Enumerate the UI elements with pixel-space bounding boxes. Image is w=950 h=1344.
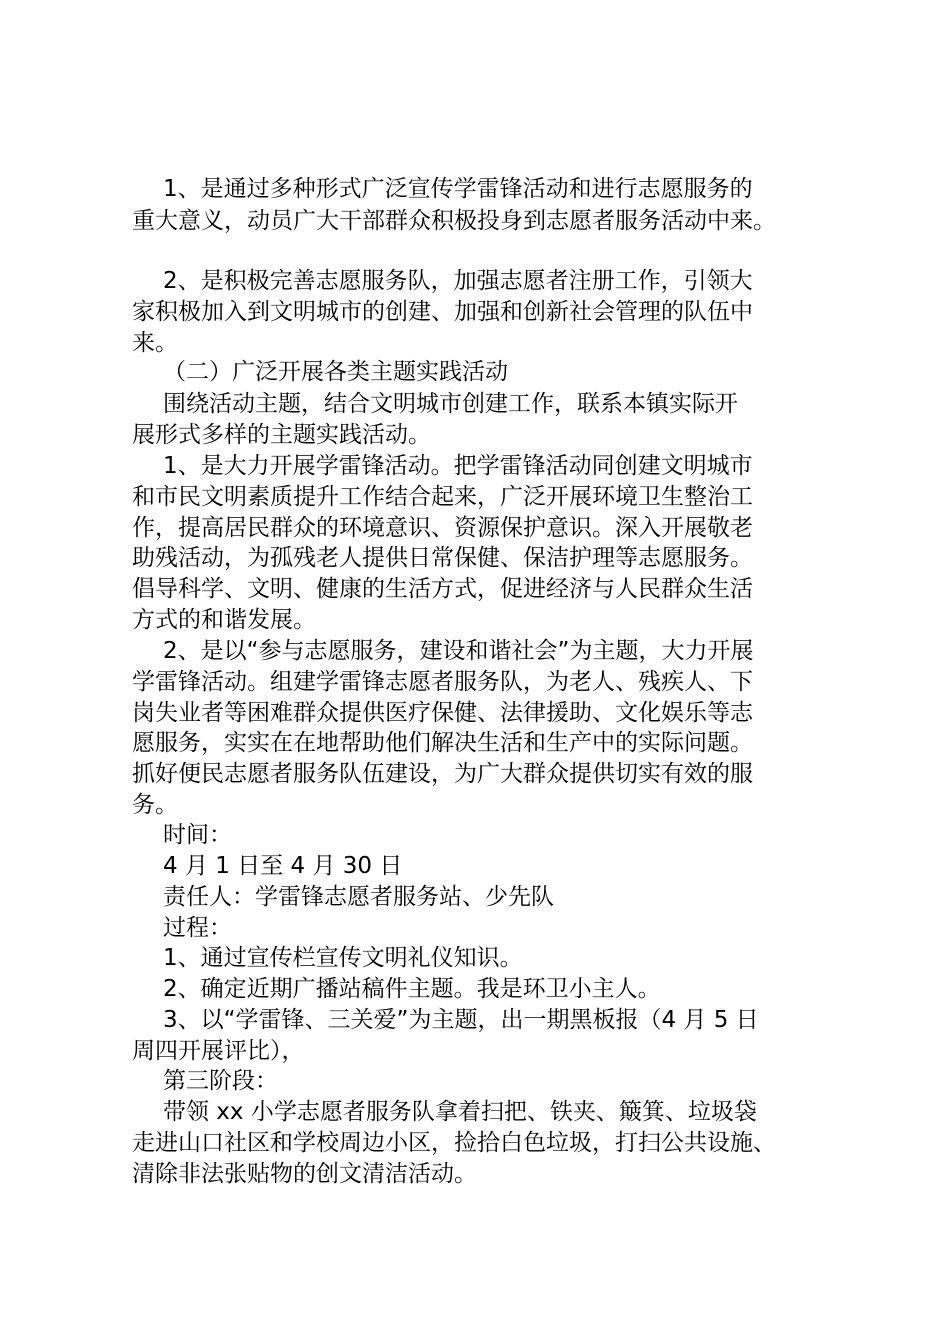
text-line: 倡导科学、文明、健康的生活方式，促进经济与人民群众生活 — [132, 576, 753, 602]
text-line: 围绕活动主题，结合文明城市创建工作，联系本镇实际开 — [163, 391, 738, 417]
text-line: 务。 — [132, 792, 178, 818]
text-line: 方式的和谐发展。 — [132, 607, 316, 633]
text-line: 4 月 1 日至 4 月 30 日 — [163, 853, 403, 879]
text-line: 清除非法张贴物的创文清洁活动。 — [132, 1161, 477, 1187]
text-line: 展形式多样的主题实践活动。 — [132, 422, 431, 448]
text-line: 作，提高居民群众的环境意识、资源保护意识。深入开展敬老 — [132, 515, 753, 541]
text-line: 过程： — [163, 915, 232, 941]
text-line: 2、是以“参与志愿服务，建设和谐社会”为主题，大力开展 — [163, 638, 754, 664]
text-line: 周四开展评比）， — [132, 1038, 305, 1064]
text-line: 助残活动，为孤残老人提供日常保健、保洁护理等志愿服务。 — [132, 545, 753, 571]
text-line: 重大意义，动员广大干部群众积极投身到志愿者服务活动中来。 — [132, 208, 776, 234]
text-line: 带领 xx 小学志愿者服务队拿着扫把、铁夹、簸箕、垃圾袋 — [163, 1099, 757, 1125]
text-line: 1、是大力开展学雷锋活动。把学雷锋活动同创建文明城市 — [163, 453, 753, 479]
text-line: 时间： — [163, 822, 232, 848]
text-line: 抓好便民志愿者服务队伍建设，为广大群众提供切实有效的服 — [132, 761, 753, 787]
text-line: 愿服务，实实在在地帮助他们解决生活和生产中的实际问题。 — [132, 730, 753, 756]
text-line: 家积极加入到文明城市的创建、加强和创新社会管理的队伍中 — [132, 299, 753, 325]
text-line: 3、以“学雷锋、三关爱”为主题，出一期黑板报（4 月 5 日 — [163, 1007, 759, 1033]
text-line: 责任人：学雷锋志愿者服务站、少先队 — [163, 884, 554, 910]
text-line: 2、确定近期广播站稿件主题。我是环卫小主人。 — [163, 976, 661, 1002]
text-line: 2、是积极完善志愿服务队，加强志愿者注册工作，引领大 — [163, 268, 753, 294]
text-line: 来。 — [132, 330, 178, 356]
text-line: 走进山口社区和学校周边小区，捡拾白色垃圾，打扫公共设施、 — [132, 1130, 776, 1156]
section-heading: （二）广泛开展各类主题实践活动 — [163, 359, 508, 385]
text-line: 岗失业者等困难群众提供医疗保健、法律援助、文化娱乐等志 — [132, 700, 753, 726]
text-line: 第三阶段： — [163, 1068, 278, 1094]
text-line: 学雷锋活动。组建学雷锋志愿者服务队，为老人、残疾人、下 — [132, 669, 753, 695]
text-line: 1、是通过多种形式广泛宣传学雷锋活动和进行志愿服务的 — [163, 176, 753, 202]
text-line: 1、通过宣传栏宣传文明礼仪知识。 — [163, 945, 523, 971]
text-line: 和市民文明素质提升工作结合起来，广泛开展环境卫生整治工 — [132, 484, 753, 510]
